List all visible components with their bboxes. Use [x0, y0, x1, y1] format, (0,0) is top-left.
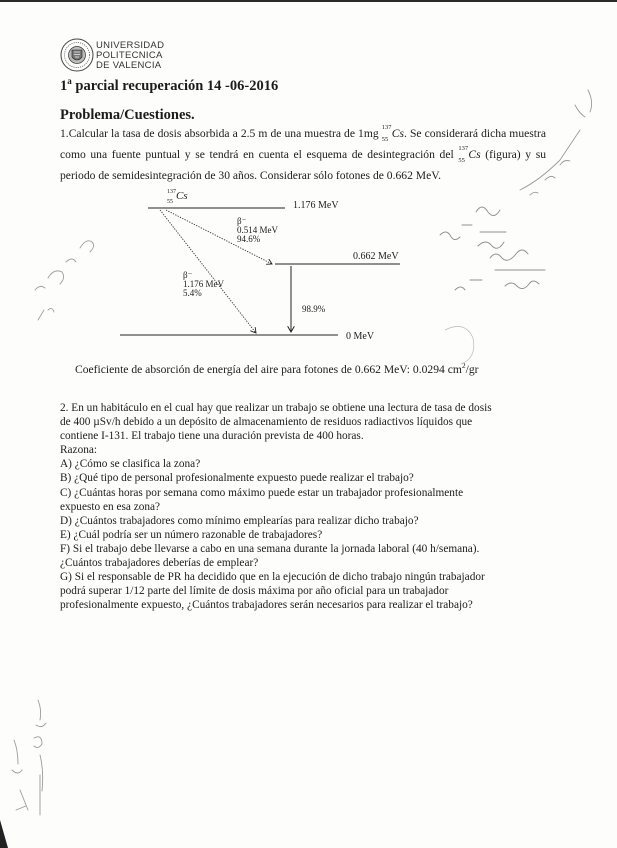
question-a: A) ¿Cómo se clasifica la zona?	[60, 458, 201, 471]
question-b: B) ¿Qué tipo de personal profesionalmente expuesto puede realizar el trabajo?	[60, 472, 414, 485]
gamma-percent-label: 98.9%	[302, 304, 326, 314]
branch-2-percent: 5.4%	[183, 288, 202, 298]
coefficient-text: Coeficiente de absorción de energía del aire para fotones de 0.662 MeV: 0.0294 cm	[75, 362, 462, 376]
nuclide-mass-2: 137	[458, 145, 469, 152]
nuclide-symbol-2: Cs	[468, 148, 481, 161]
branch-1-energy: 0.514 MeV	[237, 225, 278, 235]
level-label-1176: 1.176 MeV	[293, 200, 339, 211]
problem-1-text-a: 1.Calcular la tasa de dosis absorbida a 2.5 m de una muestra de 1mg	[60, 127, 382, 140]
question-f: F) Si el trabajo debe llevarse a cabo en una semana durante la jornada laboral (40 h/semana). ¿Cuántos trabajadores deberías de emplear?	[60, 542, 480, 570]
university-name-line3: DE VALENCIA	[96, 60, 162, 71]
nuclide-atomic: 55	[381, 136, 389, 143]
pencil-scribble-left	[35, 241, 94, 320]
nuclide-atomic-2: 55	[458, 157, 465, 164]
university-name-line1: UNIVERSIDAD	[96, 40, 165, 51]
level-label-0662: 0.662 MeV	[353, 251, 399, 262]
question-d: D) ¿Cuántos trabajadores como mínimo emplearías para realizar dicho trabajo?	[60, 514, 419, 527]
question-e: E) ¿Cuál podría ser un número razonable de trabajadores?	[60, 528, 323, 541]
nuclide-symbol: Cs	[391, 127, 404, 140]
section-title: Problema/Cuestiones.	[60, 107, 195, 123]
question-g: G) Si el responsable de PR ha decidido que en la ejecución de dicho trabajo ningún trabajador podrá superar 1/12 parte del límite de dosis máxima por año oficial para un trabajador profesionalmente expuesto, ¿Cuántos trabajadores serán necesarios para realizar el trabajo?	[60, 571, 485, 612]
problem-1-text-c: (figura) y su periodo de semidesintegración de 30 años. Considerar sólo fotones de 0.662 MeV.	[60, 148, 546, 182]
university-name-line2: POLITECNICA	[96, 50, 163, 61]
exam-title-ordinal: a	[67, 76, 72, 86]
problem-2-razona: Razona:	[60, 444, 98, 457]
branch-1-percent: 94.6%	[237, 234, 261, 244]
coefficient-sup: 2	[461, 361, 466, 370]
question-c: C) ¿Cuántas horas por semana como máximo puede estar un trabajador profesionalmente expuesto en esa zona?	[60, 486, 464, 513]
branch-2-particle: β⁻	[183, 270, 193, 280]
coefficient-unit: /gr	[465, 362, 479, 376]
exam-title-text: parcial recuperación 14 -06-2016	[71, 77, 279, 94]
parent-symbol: Cs	[176, 190, 188, 202]
nuclide-mass: 137	[381, 124, 392, 131]
parent-mass: 137	[167, 189, 176, 195]
branch-1-particle: β⁻	[237, 216, 247, 226]
exam-title-number: 1	[60, 77, 68, 94]
problem-1-text-b: . Se considerará dicha muestra como una fuente puntual y se tendrá en cuenta el esquema de desintegración del	[60, 127, 546, 161]
problem-2-intro: 2. En un habitáculo en el cual hay que realizar un trabajo se obtiene una lectura de tasa de dosis de 400 µSv/h debido a un depósito de almacenamiento de residuos radiactivos líquidos que contiene I-131. El trabajo tiene una duración prevista de 400 horas.	[60, 402, 492, 443]
branch-2-energy: 1.176 MeV	[183, 279, 224, 289]
pencil-formula-right	[440, 207, 545, 290]
parent-atomic: 55	[167, 199, 173, 205]
pencil-scribble-top-right	[520, 90, 592, 195]
level-label-ground: 0 MeV	[346, 331, 375, 342]
pencil-circle-right	[445, 326, 474, 364]
page-corner-shadow	[0, 820, 8, 848]
pencil-scribble-bottom-left	[12, 700, 46, 815]
